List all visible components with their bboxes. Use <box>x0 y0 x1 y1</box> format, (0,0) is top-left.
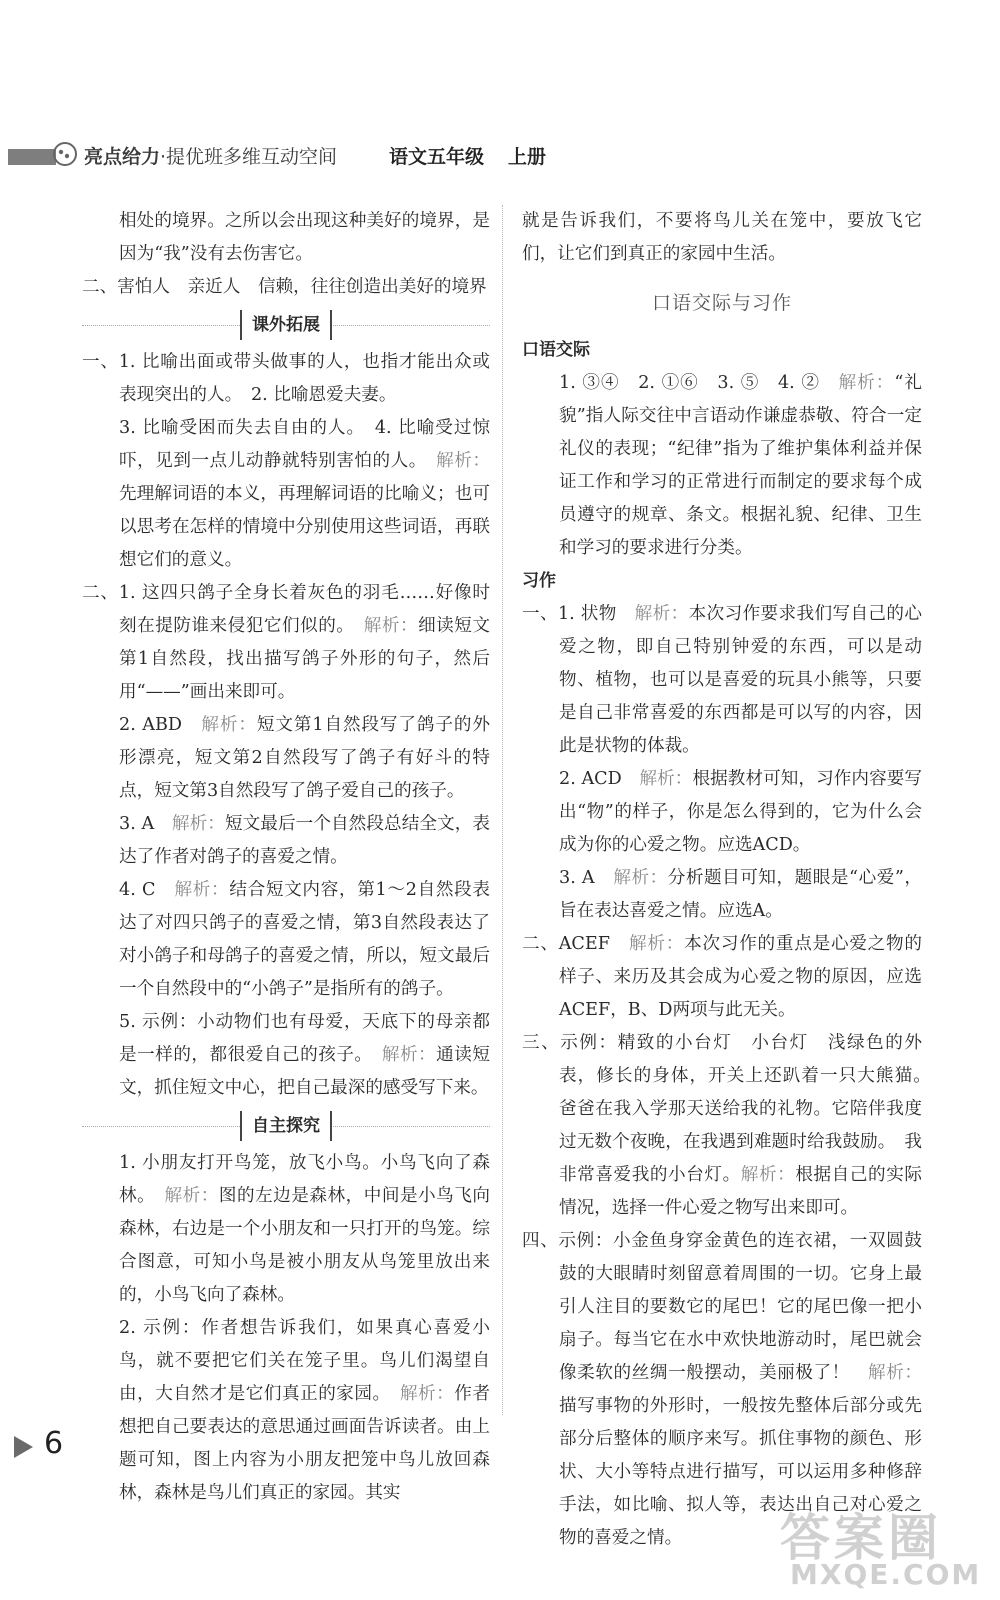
writing-answer-3: 三、示例：精致的小台灯 小台灯 浅绿色的外表，修长的身体，开关上还趴着一只大熊猫。 爸爸在我入学那天送给我的礼物。它陪伴我度过无数个夜晚，在我遇到难题时给我鼓励。 我非常喜爱我的小台灯。解析：根据自己的实际情况，选择一件心爱之物写出来即可。 <box>522 1033 940 1218</box>
brand-logo-icon <box>52 141 78 167</box>
subheading-oral: 口语交际 <box>522 340 590 360</box>
answer-continued: 相处的境界。之所以会出现这种美好的境界，是因为“我”没有去伤害它。 <box>119 211 490 264</box>
inquiry-answer-2: 2. 示例：作者想告诉我们，如果真心喜爱小鸟，就不要把它们关在笼子里。鸟儿们渴望自由，大自然才是它们真正的家园。 解析：作者想把自己要表达的意思通过画面告诉读者。由上题可知，图上内容为小朋友把笼中鸟儿放回森林，森林是鸟儿们真正的家园。其实 <box>119 1318 490 1503</box>
watermark <box>780 1498 992 1594</box>
writing-answer-1-1: 一、1. 状物 解析：本次习作要求我们写自己的心爱之物，即自己特别钟爱的东西，可以是动物、植物，也可以是喜爱的玩具小熊等，只要是自己非常喜爱的东西都是可以写的内容，因此是状物的体裁。 <box>522 604 922 756</box>
writing-answer-4: 四、示例：小金鱼身穿金黄色的连衣裙，一双圆鼓鼓的大眼睛时刻留意着周围的一切。它身上最引人注目的要数它的尾巴！它的尾巴像一把小扇子。每当它在水中欢快地游动时，尾巴就会像柔软的丝绸一般摆动，美丽极了！ 解析：描写事物的外形时，一般按先整体后部分或先部分后整体的顺序来写。抓住事物的颜色、形状、大小等特点进行描写，可以运用多种修辞手法，如比喻、拟人等，表达出自己对心爱之物的喜爱之情。 <box>522 1231 922 1548</box>
answer-2-5: 5. 示例：小动物们也有母爱，天底下的母亲都是一样的，都很爱自己的孩子。 解析：通读短文，抓住短文中心，把自己最深的感受写下来。 <box>119 1012 490 1098</box>
page-header <box>0 138 1000 174</box>
section-label: 课外拓展 <box>240 310 332 340</box>
inquiry-answer-continued: 就是告诉我们，不要将鸟儿关在笼中，要放飞它们，让它们到真正的家园中生活。 <box>522 211 922 264</box>
answer-2-4: 4. C 解析：结合短文内容，第1～2自然段表达了对四只鸽子的喜爱之情，第3自然段表达了对小鸽子和母鸽子的喜爱之情，所以，短文最后一个自然段中的“小鸽子”是指所有的鸽子。 <box>119 880 490 999</box>
column-divider <box>502 205 503 1415</box>
oral-answer: 1. ③④ 2. ①⑥ 3. ⑤ 4. ② 解析：“礼貌”指人际交往中言语动作谦虚恭敬、符合一定礼仪的表现；“纪律”指为了维护集体利益并保证工作和学习的正常进行而制定的要求每个成员遵守的规章、条文。根据礼貌、纪律、卫生和学习的要求进行分类。 <box>559 373 922 558</box>
writing-answer-1-2: 2. ACD 解析：根据教材可知，习作内容要写出“物”的样子，你是怎么得到的，它为什么会成为你的心爱之物。应选ACD。 <box>559 769 922 855</box>
page-number-text: 6 <box>44 1426 64 1461</box>
writing-answer-2: 二、ACEF 解析：本次习作的重点是心爱之物的样子、来历及其会成为心爱之物的原因，应选ACEF，B、D两项与此无关。 <box>522 934 922 1020</box>
answer-2-3: 3. A 解析：短文最后一个自然段总结全文，表达了作者对鸽子的喜爱之情。 <box>119 814 490 867</box>
section-title: 口语交际与习作 <box>651 292 792 314</box>
section-banner-extension <box>82 306 490 346</box>
watermark-url: MXQE.COM <box>790 1558 982 1591</box>
inquiry-answer-1: 1. 小朋友打开鸟笼，放飞小鸟。小鸟飞向了森林。 解析：图的左边是森林，中间是小鸟飞向森林，右边是一个小朋友和一只打开的鸟笼。综合图意，可知小鸟是被小朋友从鸟笼里放出来的，小鸟飞向了森林。 <box>119 1153 490 1305</box>
section-label: 自主探究 <box>240 1111 332 1141</box>
answer-item-2: 二、害怕人 亲近人 信赖，往往创造出美好的境界 <box>82 277 487 297</box>
right-column <box>522 205 940 1555</box>
page-number <box>8 1426 98 1466</box>
answer-1: 一、1. 比喻出面或带头做事的人，也指才能出众或表现突出的人。 2. 比喻恩爱夫妻。 <box>82 352 490 405</box>
answer-2-2: 2. ABD 解析：短文第1自然段写了鸽子的外形漂亮，短文第2自然段写了鸽子有好斗的特点，短文第3自然段写了鸽子爱自己的孩子。 <box>119 715 490 801</box>
book-series-title: 亮点给力·提优班多维互动空间 <box>84 146 338 168</box>
left-column <box>82 205 490 1510</box>
subheading-writing: 习作 <box>522 571 556 591</box>
answer-1-part-2: 3. 比喻受困而失去自由的人。 4. 比喻受过惊吓，见到一点儿动静就特别害怕的人。 解析：先理解词语的本义，再理解词语的比喻义；也可以思考在怎样的情境中分别使用这些词语，再联想它们的意义。 <box>119 418 490 570</box>
writing-answer-1-3: 3. A 解析：分析题目可知，题眼是“心爱”，旨在表达喜爱之情。应选A。 <box>559 868 922 921</box>
section-banner-inquiry <box>82 1107 490 1147</box>
book-subject: 语文五年级 上册 <box>389 146 547 168</box>
header-bar <box>8 149 56 165</box>
watermark-logo: 答案圈 <box>780 1509 942 1567</box>
play-triangle-icon <box>14 1436 33 1458</box>
answer-2-1: 二、1. 这四只鸽子全身长着灰色的羽毛……好像时刻在提防谁来侵犯它们似的。 解析：细读短文第1自然段，找出描写鸽子外形的句子，然后用“——”画出来即可。 <box>82 583 490 702</box>
